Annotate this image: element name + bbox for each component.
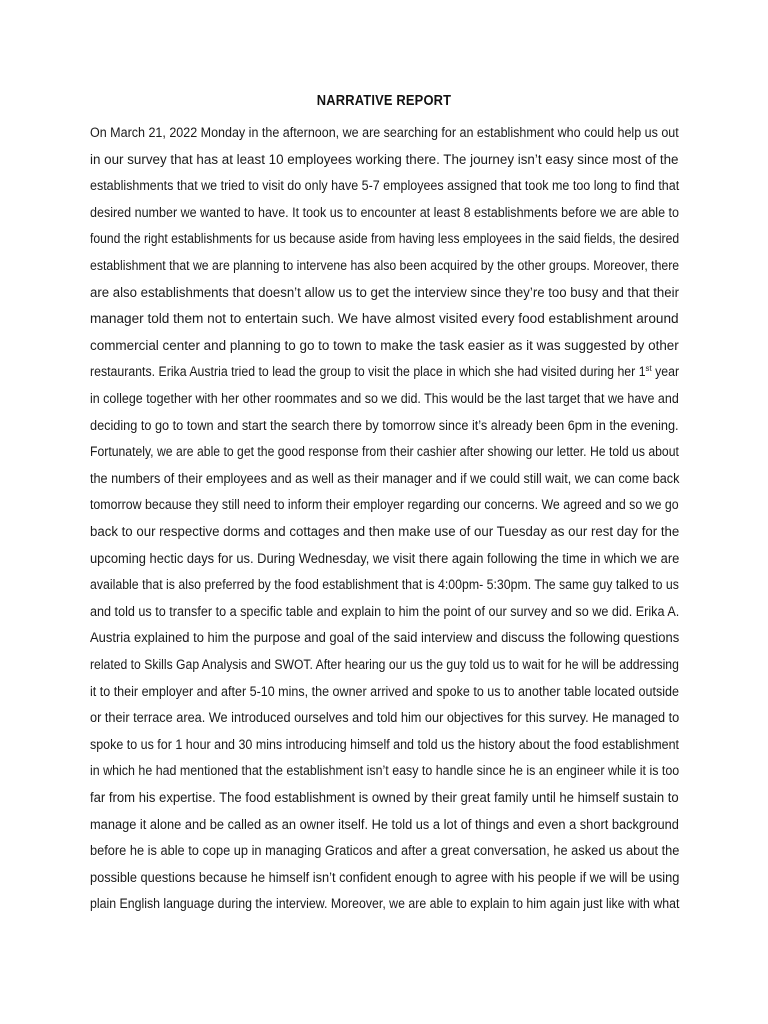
line-text: Austria explained to him the purpose and goal of the said interview and discuss the following questions	[90, 630, 680, 646]
report-line	[90, 891, 679, 918]
report-line	[90, 838, 679, 865]
line-text: plain English language during the interview. Moreover, we are able to explain to him again just like with what	[90, 896, 680, 912]
report-line	[90, 492, 679, 519]
line-text: commercial center and planning to go to town to make the task easier as it was suggested by other	[90, 337, 679, 353]
line-text: found the right establishments for us because aside from having less employees in the said fields, the desired	[90, 231, 680, 247]
report-line	[90, 572, 679, 599]
report-line	[90, 732, 679, 759]
report-line	[90, 386, 679, 413]
line-text: related to Skills Gap Analysis and SWOT. After hearing our us the guy told us to wait for he will be addressing	[90, 657, 679, 672]
line-text: in college together with her other roommates and so we did. This would be the last target that we have and	[90, 391, 679, 406]
line-text: are also establishments that doesn’t allow us to get the interview since they’re too busy and that their	[90, 284, 679, 300]
line-text: the numbers of their employees and as well as their manager and if we could still wait, we can come back	[90, 470, 680, 486]
report-line	[90, 519, 679, 546]
report-line	[90, 359, 679, 386]
line-text: or their terrace area. We introduced ourselves and told him our objectives for this survey. He managed to	[90, 710, 680, 726]
report-line	[90, 280, 679, 307]
report-line	[90, 173, 679, 200]
report-line	[90, 439, 679, 466]
report-line	[90, 226, 679, 253]
line-text: Fortunately, we are able to get the good response from their cashier after showing our letter. He told us about	[90, 444, 679, 460]
report-line	[90, 200, 679, 227]
report-line	[90, 147, 679, 174]
line-text: manage it alone and be called as an owner itself. He told us a lot of things and even a short background	[90, 816, 679, 832]
report-line	[90, 705, 679, 732]
report-line	[90, 306, 679, 333]
line-text: On March 21, 2022 Monday in the afternoon, we are searching for an establishment who could help us out	[90, 125, 679, 140]
page-title: NARRATIVE REPORT	[316, 92, 452, 109]
report-line	[90, 758, 679, 785]
report-line	[90, 253, 679, 280]
report-line	[90, 785, 679, 812]
line-text: available that is also preferred by the food establishment that is 4:00pm- 5:30pm. The same guy talked to us	[90, 577, 679, 593]
report-line	[90, 599, 679, 626]
report-line	[90, 865, 679, 892]
line-text: deciding to go to town and start the search there by tomorrow since it’s already been 6pm in the evening.	[90, 417, 679, 433]
line-text: establishment that we are planning to intervene has also been acquired by the other groups. Moreover, there	[90, 258, 680, 273]
line-text-tail: year	[651, 364, 680, 380]
line-text: before he is able to cope up in managing Graticos and after a great conversation, he asked us about the	[90, 843, 680, 859]
report-line	[90, 333, 679, 360]
line-text: tomorrow because they still need to inform their employer regarding our concerns. We agreed and so we go	[90, 497, 679, 513]
report-line	[90, 652, 679, 679]
line-text: establishments that we tried to visit do only have 5-7 employees assigned that took me too long to find that	[90, 178, 680, 194]
line-text: upcoming hectic days for us. During Wednesday, we visit there again following the time in which we are	[90, 550, 680, 566]
report-line	[90, 466, 679, 493]
report-line	[90, 546, 679, 573]
report-line	[90, 413, 679, 440]
line-text: in our survey that has at least 10 employees working there. The journey isn’t easy since most of the	[90, 151, 679, 167]
ordinal-suffix: st	[645, 363, 652, 374]
line-text: it to their employer and after 5-10 mins, the owner arrived and spoke to us to another table located outside	[90, 683, 679, 699]
line-text: spoke to us for 1 hour and 30 mins introducing himself and told us the history about the food establishment	[90, 736, 680, 752]
report-line	[90, 812, 679, 839]
line-text: in which he had mentioned that the establishment isn’t easy to handle since he is an engineer while it is too	[90, 763, 680, 779]
line-text: and told us to transfer to a specific table and explain to him the point of our survey and so we did. Erika A.	[90, 603, 680, 619]
report-line	[90, 120, 679, 147]
report-line	[90, 679, 679, 706]
line-text: restaurants. Erika Austria tried to lead the group to visit the place in which she had visited during her 1	[90, 364, 646, 380]
report-line	[90, 625, 679, 652]
line-text: back to our respective dorms and cottages and then make use of our Tuesday as our rest day for the	[90, 524, 680, 539]
line-text: manager told them not to entertain such. We have almost visited every food establishment around	[90, 311, 679, 327]
line-text: possible questions because he himself isn’t confident enough to agree with his people if we will be using	[90, 869, 680, 885]
line-text: desired number we wanted to have. It took us to encounter at least 8 establishments before we are able to	[90, 204, 679, 220]
line-text: far from his expertise. The food establishment is owned by their great family until he himself sustain to	[90, 790, 679, 805]
